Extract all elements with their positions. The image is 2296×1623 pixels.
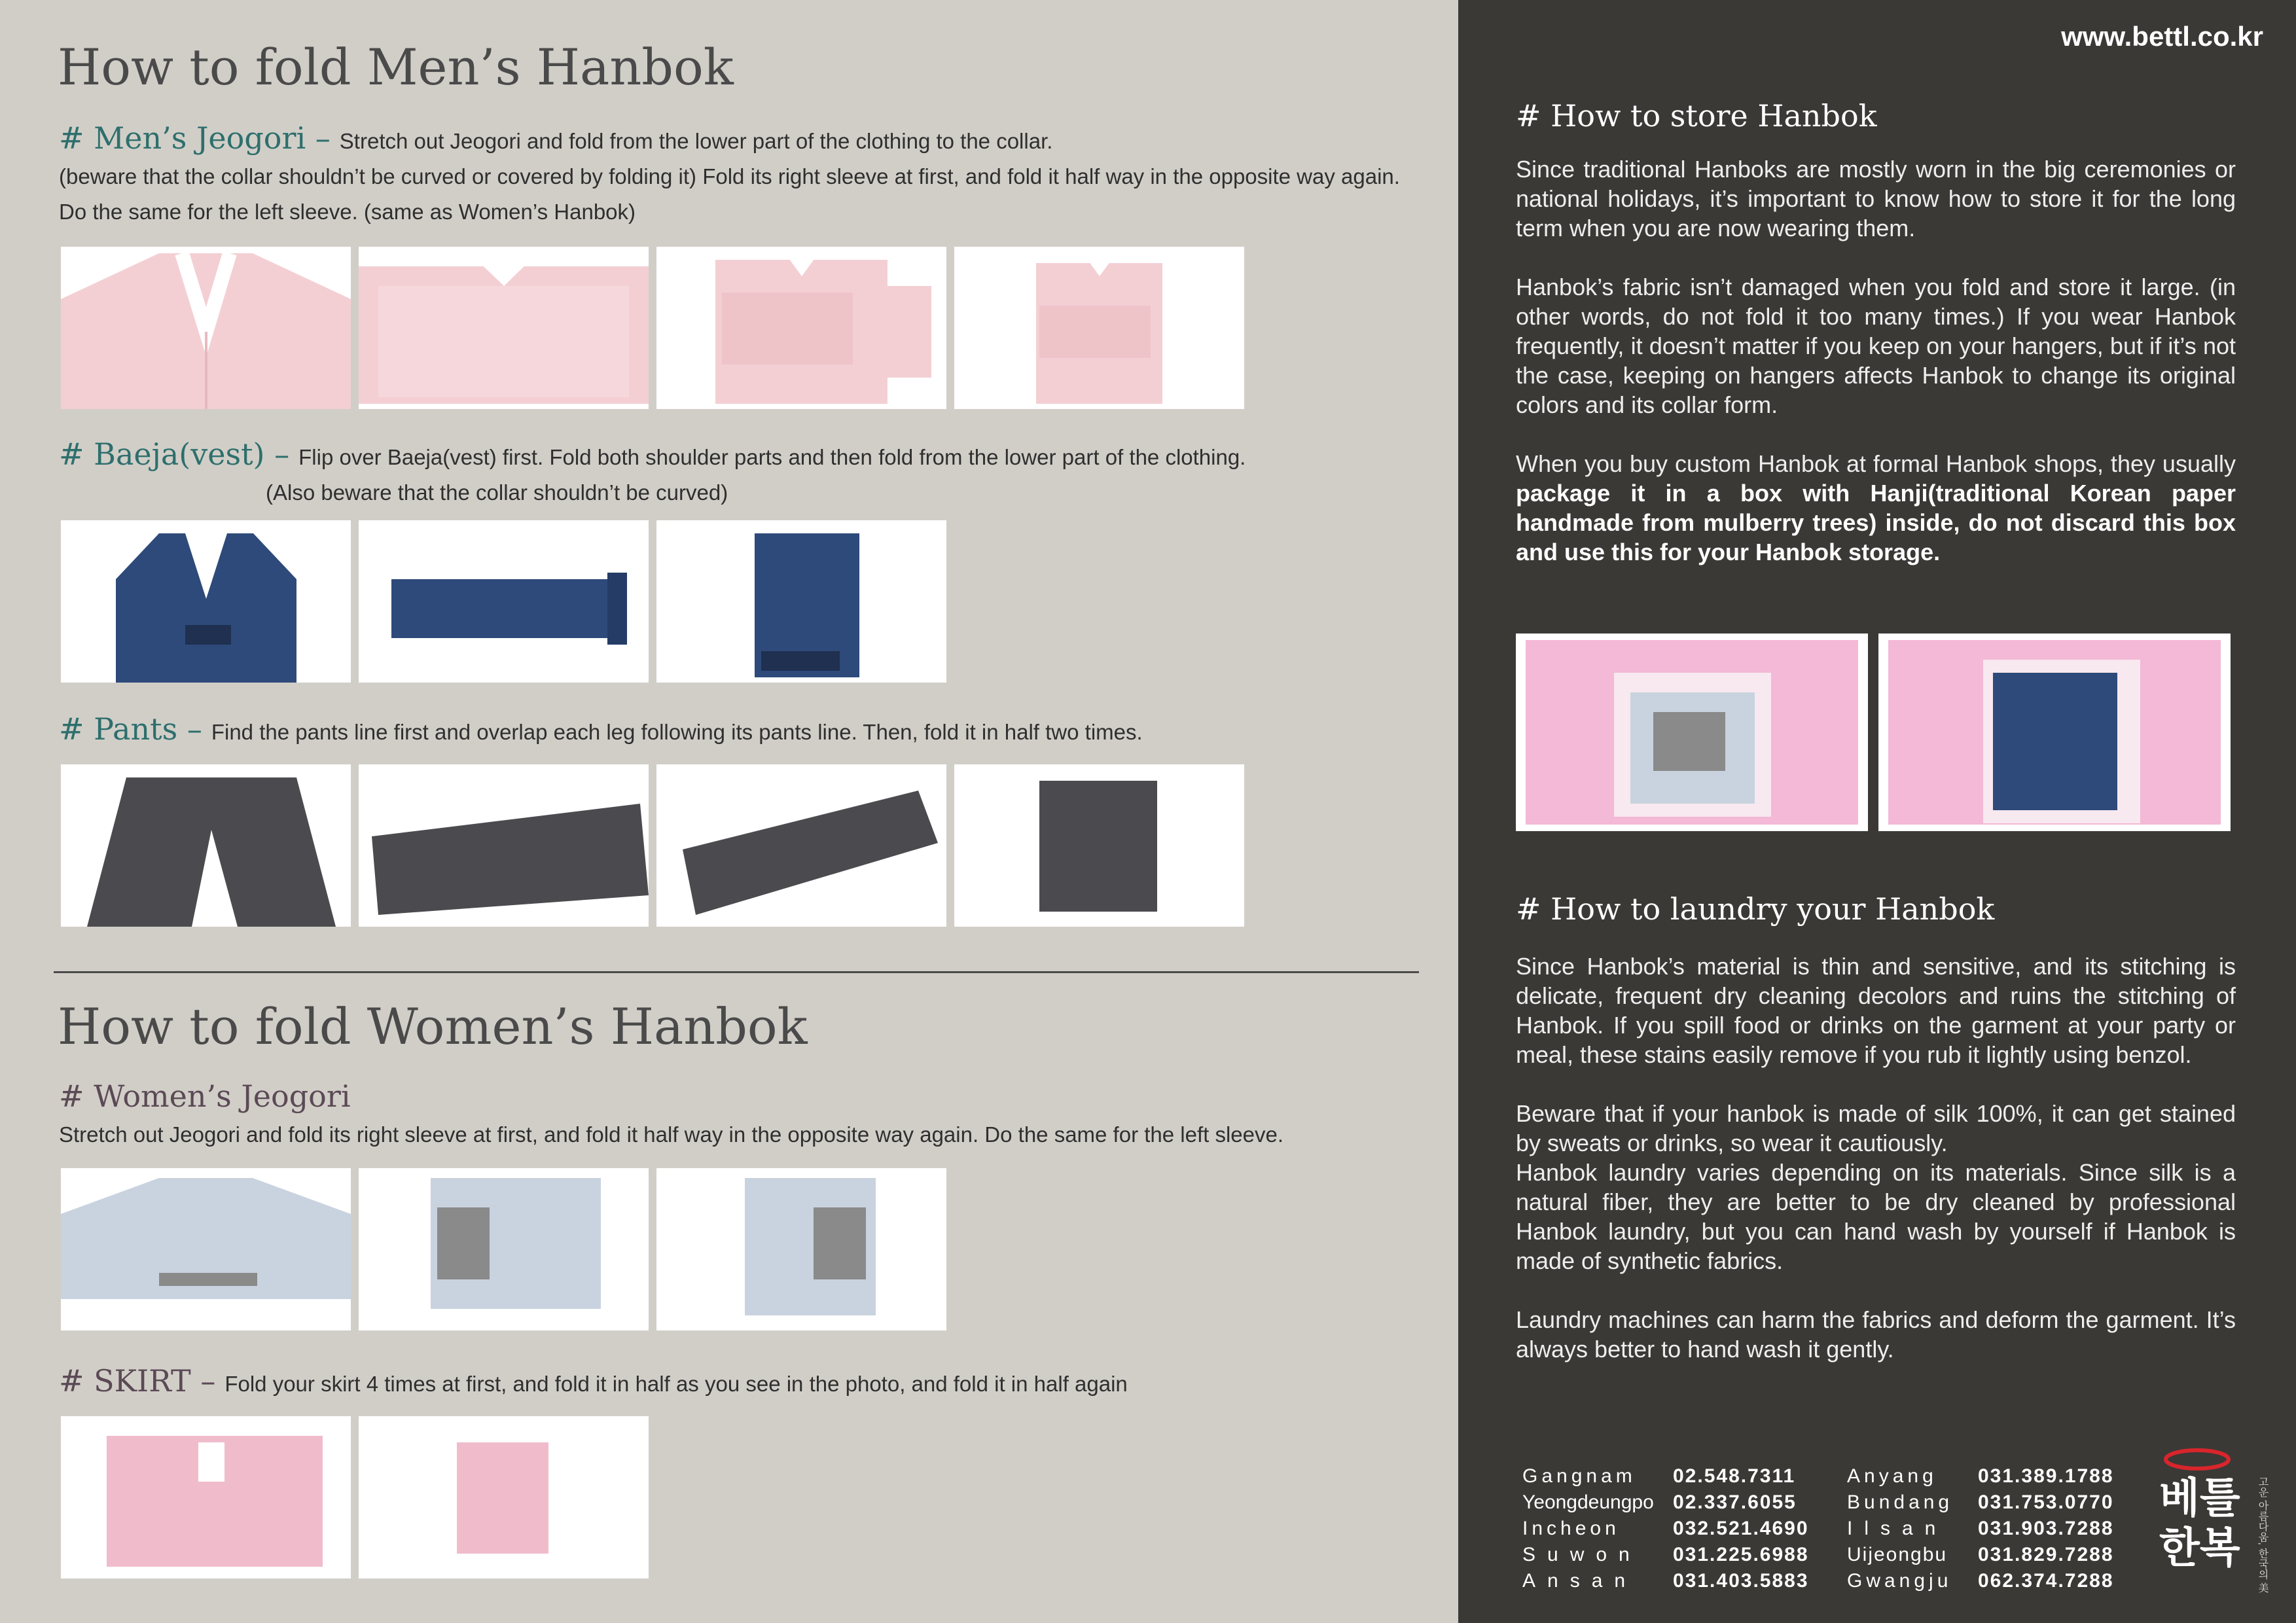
care-info-panel bbox=[1458, 0, 2296, 1623]
gray-pants-final-image bbox=[954, 764, 1244, 927]
baeja-line1: Flip over Baeja(vest) first. Fold both shoulder parts and then fold from the lower part of the clothing. bbox=[298, 445, 1246, 469]
store-heading: # How to store Hanbok bbox=[1516, 98, 1877, 134]
contact-city: Ansan bbox=[1522, 1570, 1638, 1592]
laundry-body bbox=[1516, 952, 2236, 1393]
pink-box-with-navy-vest-image bbox=[1878, 633, 2231, 831]
contact-phone: 031.225.6988 bbox=[1673, 1544, 1809, 1565]
womens-jeogori-line1: Stretch out Jeogori and fold its right sleeve at first, and fold it half way in the opposite way again. Do the same for the left sleeve. bbox=[59, 1122, 1284, 1147]
contacts-left bbox=[1522, 1463, 1809, 1594]
contact-row bbox=[1522, 1489, 1809, 1516]
mens-jeogori-section bbox=[59, 120, 1400, 230]
photo-step bbox=[656, 520, 946, 683]
photo-step bbox=[954, 764, 1244, 927]
contact-city: Bundang bbox=[1847, 1491, 1954, 1513]
contact-row bbox=[1522, 1568, 1809, 1594]
mens-jeogori-line3: Do the same for the left sleeve. (same as Women’s Hanbok) bbox=[59, 200, 636, 224]
photo-step bbox=[656, 764, 946, 927]
mens-jeogori-line1: Stretch out Jeogori and fold from the lower part of the clothing to the collar. bbox=[339, 129, 1053, 153]
photo-step bbox=[359, 520, 649, 683]
mens-title: How to fold Men’s Hanbok bbox=[58, 38, 734, 96]
contact-row bbox=[1847, 1542, 2114, 1568]
skirt-tag: # SKIRT – bbox=[59, 1363, 216, 1399]
skirt-photos bbox=[61, 1416, 649, 1578]
gray-pants-image bbox=[61, 764, 351, 927]
baeja-section bbox=[59, 437, 1246, 510]
bettl-hanbok-logo bbox=[2157, 1440, 2287, 1610]
mens-jeogori-line2: (beware that the collar shouldn’t be curved or covered by folding it) Fold its right sleeve at first, and fold it half way in the opposite way again. bbox=[59, 164, 1400, 188]
photo-step bbox=[61, 764, 351, 927]
contact-row bbox=[1847, 1516, 2114, 1542]
laundry-p3: Hanbok laundry varies depending on its materials. Since silk is a natural fiber, they are better to be dry cleaned by professional Hanbok laundry, but you can hand wash by yourself if Hanbok is made of synthetic fabrics. bbox=[1516, 1159, 2236, 1274]
contact-city: Yeongdeungpo bbox=[1522, 1491, 1654, 1513]
contact-city: Gwangju bbox=[1847, 1570, 1952, 1592]
pants-section bbox=[59, 711, 1143, 750]
contact-row bbox=[1847, 1489, 2114, 1516]
photo-step bbox=[656, 1168, 946, 1330]
pink-jeogori-sleeve-fold-image bbox=[656, 247, 946, 409]
contact-city: Anyang bbox=[1847, 1465, 1937, 1487]
pink-skirt-folded-image bbox=[359, 1416, 649, 1578]
photo-step bbox=[954, 247, 1244, 409]
navy-vest-image bbox=[61, 520, 351, 683]
contact-city: Suwon bbox=[1522, 1544, 1641, 1565]
contact-phone: 02.548.7311 bbox=[1673, 1465, 1796, 1487]
baeja-photos bbox=[61, 520, 946, 683]
contact-row bbox=[1522, 1463, 1809, 1489]
photo-step bbox=[61, 520, 351, 683]
photo-step bbox=[359, 1416, 649, 1578]
section-divider bbox=[54, 971, 1419, 973]
contacts-right bbox=[1847, 1463, 2114, 1594]
contact-phone: 062.374.7288 bbox=[1978, 1570, 2114, 1592]
laundry-heading: # How to laundry your Hanbok bbox=[1516, 891, 1995, 927]
pink-jeogori-folded-image bbox=[359, 247, 649, 409]
contact-row bbox=[1522, 1516, 1809, 1542]
contact-row bbox=[1522, 1542, 1809, 1568]
contact-phone: 031.903.7288 bbox=[1978, 1518, 2114, 1539]
pants-tag: # Pants – bbox=[59, 711, 202, 747]
contact-phone: 031.403.5883 bbox=[1673, 1570, 1809, 1592]
mens-jeogori-tag: # Men’s Jeogori – bbox=[59, 120, 331, 156]
contact-phone: 031.829.7288 bbox=[1978, 1544, 2114, 1565]
womens-title: How to fold Women’s Hanbok bbox=[58, 997, 808, 1056]
storage-box-photo bbox=[1878, 633, 2231, 831]
laundry-p2: Beware that if your hanbok is made of silk 100%, it can get stained by sweats or drinks, so wear it cautiously. bbox=[1516, 1100, 2236, 1156]
contact-city: Ilsan bbox=[1847, 1518, 1948, 1539]
store-p2: Hanbok’s fabric isn’t damaged when you fold and store it large. (in other words, do not fold it too many times.) If you wear Hanbok frequently, it doesn’t matter if you keep on your hangers, but if it’s not the case, keeping on hangers affects Hanbok to change its original colors and its collar form. bbox=[1516, 274, 2236, 418]
contact-row bbox=[1847, 1568, 2114, 1594]
logo-line2: 한복 bbox=[2159, 1524, 2240, 1573]
gray-pants-fold-image bbox=[656, 764, 946, 927]
pink-jeogori-image bbox=[61, 247, 351, 409]
store-body bbox=[1516, 154, 2236, 567]
skirt-section bbox=[59, 1363, 1128, 1402]
photo-step bbox=[61, 1416, 351, 1578]
store-p3-bold: package it in a box with Hanji(traditional Korean paper handmade from mulberry trees) inside, do not discard this box and use this for your Hanbok storage. bbox=[1516, 480, 2236, 565]
lightblue-jeogori-final-image bbox=[656, 1168, 946, 1330]
website-url[interactable]: www.bettl.co.kr bbox=[2061, 21, 2263, 52]
womens-jeogori-section bbox=[59, 1079, 1283, 1152]
photo-step bbox=[61, 1168, 351, 1330]
lightblue-jeogori-fold-image bbox=[359, 1168, 649, 1330]
mens-jeogori-photos bbox=[61, 247, 1244, 409]
womens-jeogori-photos bbox=[61, 1168, 946, 1330]
pink-skirt-image bbox=[61, 1416, 351, 1578]
laundry-p4: Laundry machines can harm the fabrics and deform the garment. It’s always better to hand wash it gently. bbox=[1516, 1306, 2236, 1363]
contact-phone: 031.389.1788 bbox=[1978, 1465, 2114, 1487]
contact-row bbox=[1847, 1463, 2114, 1489]
gray-pants-overlap-image bbox=[359, 764, 649, 927]
contact-city: Gangnam bbox=[1522, 1465, 1636, 1487]
contact-phone: 032.521.4690 bbox=[1673, 1518, 1809, 1539]
contact-phone: 031.753.0770 bbox=[1978, 1491, 2114, 1513]
storage-box-photos bbox=[1516, 633, 2231, 831]
baeja-tag: # Baeja(vest) – bbox=[59, 437, 290, 472]
store-p1: Since traditional Hanboks are mostly worn in the big ceremonies or national holidays, it’s important to know how to store it for the long term when you are now wearing them. bbox=[1516, 156, 2236, 241]
store-p3 bbox=[1516, 449, 2236, 567]
contact-city: Uijeongbu bbox=[1847, 1544, 1948, 1565]
baeja-line2: (Also beware that the collar shouldn’t be curved) bbox=[266, 480, 728, 505]
lightblue-jeogori-image bbox=[61, 1168, 351, 1330]
logo-side-text: 고운 아름다움, 한국의 美 bbox=[2257, 1476, 2268, 1593]
photo-step bbox=[61, 247, 351, 409]
navy-vest-folded-image bbox=[359, 520, 649, 683]
photo-step bbox=[359, 764, 649, 927]
logo-line1: 베틀 bbox=[2159, 1474, 2240, 1523]
photo-step bbox=[359, 247, 649, 409]
store-p3-start: When you buy custom Hanbok at formal Hanbok shops, they usually bbox=[1516, 450, 2236, 477]
storage-box-photo bbox=[1516, 633, 1868, 831]
navy-vest-final-image bbox=[656, 520, 946, 683]
pink-jeogori-final-image bbox=[954, 247, 1244, 409]
womens-jeogori-tag: # Women’s Jeogori bbox=[59, 1079, 351, 1114]
pink-box-with-lightblue-hanbok-image bbox=[1516, 633, 1868, 831]
pants-photos bbox=[61, 764, 1244, 927]
contact-city: Incheon bbox=[1522, 1518, 1620, 1539]
pants-line1: Find the pants line first and overlap each leg following its pants line. Then, fold it in half two times. bbox=[211, 720, 1143, 744]
photo-step bbox=[656, 247, 946, 409]
contact-phone: 02.337.6055 bbox=[1673, 1491, 1797, 1513]
laundry-p1: Since Hanbok’s material is thin and sensitive, and its stitching is delicate, frequent dry cleaning decolors and ruins the stitching of Hanbok. If you spill food or drinks on the garment at your party or meal, these stains easily remove if you rub it lightly using benzol. bbox=[1516, 953, 2236, 1068]
photo-step bbox=[359, 1168, 649, 1330]
skirt-line1: Fold your skirt 4 times at first, and fold it in half as you see in the photo, and fold it in half again bbox=[224, 1372, 1128, 1396]
